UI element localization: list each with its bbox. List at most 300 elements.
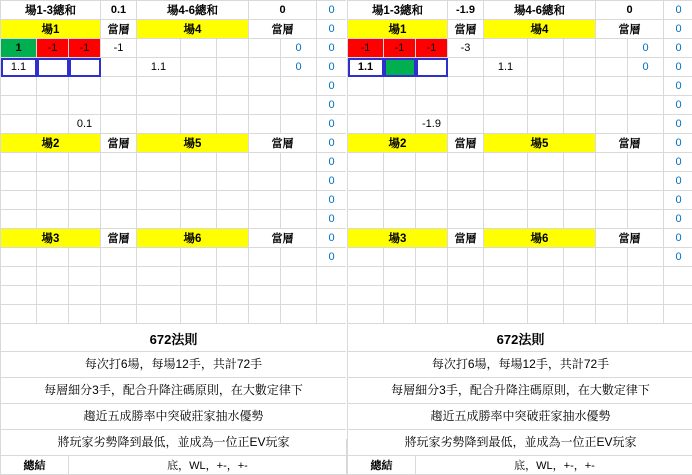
cell-odds-a[interactable]: 1.1 (348, 58, 384, 77)
c[interactable] (101, 153, 137, 172)
c[interactable] (137, 267, 181, 286)
c[interactable] (217, 115, 249, 134)
c[interactable] (249, 286, 281, 305)
c[interactable] (69, 153, 101, 172)
c[interactable] (384, 210, 416, 229)
c[interactable] (348, 305, 384, 324)
row-blank-7 (348, 248, 692, 267)
c[interactable] (528, 267, 564, 286)
c[interactable] (564, 77, 596, 96)
cell-odds-total[interactable]: 0 (628, 58, 664, 77)
c[interactable] (181, 115, 217, 134)
c[interactable] (384, 115, 416, 134)
c[interactable] (528, 153, 564, 172)
c[interactable] (101, 286, 137, 305)
c[interactable] (528, 77, 564, 96)
cell-zero-8[interactable]: 0 (317, 153, 347, 172)
c[interactable] (484, 172, 528, 191)
c[interactable] (217, 96, 249, 115)
c[interactable] (484, 286, 528, 305)
c[interactable] (416, 305, 448, 324)
row-blank-3 (348, 153, 692, 172)
cell-sum-4-6-value[interactable]: 0 (596, 1, 664, 20)
c[interactable] (217, 77, 249, 96)
c[interactable] (69, 248, 101, 267)
c[interactable] (69, 286, 101, 305)
cell-zero-7[interactable]: 0 (317, 134, 347, 153)
cell-bet-b3[interactable] (596, 39, 628, 58)
c[interactable] (281, 210, 317, 229)
c[interactable] (69, 172, 101, 191)
c[interactable] (448, 267, 484, 286)
c[interactable] (1, 172, 37, 191)
c[interactable] (484, 77, 528, 96)
c[interactable] (1, 96, 37, 115)
c[interactable] (348, 77, 384, 96)
c[interactable] (564, 153, 596, 172)
c[interactable] (137, 77, 181, 96)
c[interactable] (416, 248, 448, 267)
c[interactable] (1, 77, 37, 96)
panel-left (0, 0, 346, 439)
c[interactable] (348, 172, 384, 191)
cell-venue-3[interactable]: 場3 (1, 229, 101, 248)
cell-sum-1-3-value[interactable]: 0.1 (101, 1, 137, 20)
c[interactable] (181, 191, 217, 210)
c[interactable] (384, 153, 416, 172)
c[interactable] (484, 248, 528, 267)
c[interactable] (596, 115, 628, 134)
c[interactable] (564, 248, 596, 267)
cell-bet-b2[interactable] (564, 39, 596, 58)
cell-bet-b2[interactable] (217, 39, 249, 58)
c[interactable] (448, 77, 484, 96)
c[interactable] (448, 172, 484, 191)
cell-zero-10[interactable]: 0 (664, 191, 692, 210)
cell-zero-13[interactable]: 0 (317, 248, 347, 267)
cell-venue-2[interactable]: 場2 (348, 134, 448, 153)
cell-zero-4[interactable]: 0 (317, 77, 347, 96)
c[interactable] (37, 96, 69, 115)
c[interactable] (348, 153, 384, 172)
c[interactable] (528, 248, 564, 267)
c[interactable] (528, 210, 564, 229)
c[interactable] (416, 286, 448, 305)
c[interactable] (181, 153, 217, 172)
cell-venue-1[interactable]: 場1 (1, 20, 101, 39)
row-footer (348, 456, 692, 475)
c[interactable] (484, 96, 528, 115)
c[interactable] (181, 96, 217, 115)
c[interactable] (564, 191, 596, 210)
c[interactable] (628, 172, 664, 191)
cell-mid-sum[interactable]: -1.9 (416, 115, 448, 134)
c[interactable] (384, 77, 416, 96)
c[interactable] (101, 210, 137, 229)
cell-bet-b1[interactable] (181, 39, 217, 58)
c[interactable] (528, 305, 564, 324)
row-blank-10 (1, 305, 347, 324)
c[interactable] (249, 305, 281, 324)
c[interactable] (137, 96, 181, 115)
c[interactable] (664, 286, 692, 305)
c[interactable] (628, 267, 664, 286)
c[interactable] (101, 267, 137, 286)
grid-right (347, 0, 692, 475)
c[interactable] (628, 115, 664, 134)
c[interactable] (628, 248, 664, 267)
c[interactable] (596, 96, 628, 115)
cell-venue-4[interactable]: 場4 (137, 20, 249, 39)
c[interactable] (101, 96, 137, 115)
cell-blank-a[interactable] (484, 39, 528, 58)
c[interactable] (249, 267, 281, 286)
c[interactable] (181, 305, 217, 324)
c[interactable] (484, 191, 528, 210)
c[interactable] (181, 267, 217, 286)
c[interactable] (416, 153, 448, 172)
c[interactable] (217, 172, 249, 191)
c[interactable] (1, 153, 37, 172)
c[interactable] (249, 77, 281, 96)
c[interactable] (281, 172, 317, 191)
c[interactable] (384, 305, 416, 324)
c[interactable] (101, 305, 137, 324)
c[interactable] (249, 248, 281, 267)
c[interactable] (628, 77, 664, 96)
c[interactable] (217, 248, 249, 267)
c[interactable] (281, 153, 317, 172)
cell-bet-a2[interactable]: -1 (37, 39, 69, 58)
c[interactable] (564, 115, 596, 134)
c[interactable] (448, 248, 484, 267)
c[interactable] (181, 248, 217, 267)
c[interactable] (69, 267, 101, 286)
c[interactable] (416, 267, 448, 286)
c[interactable] (137, 172, 181, 191)
c[interactable] (348, 96, 384, 115)
c[interactable] (448, 286, 484, 305)
c[interactable] (628, 210, 664, 229)
c[interactable] (217, 191, 249, 210)
c[interactable] (249, 115, 281, 134)
row-blank-3 (1, 153, 347, 172)
c[interactable] (101, 115, 137, 134)
cell-layer-total-1[interactable]: -1 (101, 39, 137, 58)
c[interactable] (181, 77, 217, 96)
c[interactable] (596, 286, 628, 305)
c[interactable] (249, 96, 281, 115)
cell-layer-4: 當層 (249, 20, 317, 39)
cell-sum-1-3-label: 場1-3總和 (348, 1, 448, 20)
cell-blank-a[interactable] (137, 39, 181, 58)
c[interactable] (69, 191, 101, 210)
c[interactable] (664, 267, 692, 286)
cell-odds-a2[interactable] (384, 58, 416, 77)
cell-sum-4-6-value[interactable]: 0 (249, 1, 317, 20)
cell-zero-4[interactable]: 0 (664, 77, 692, 96)
c[interactable] (281, 115, 317, 134)
c[interactable] (217, 267, 249, 286)
c[interactable] (37, 305, 69, 324)
c[interactable] (484, 210, 528, 229)
c[interactable] (101, 191, 137, 210)
c[interactable] (596, 191, 628, 210)
c[interactable] (384, 248, 416, 267)
cell-zero-5[interactable]: 0 (317, 96, 347, 115)
c[interactable] (217, 286, 249, 305)
c[interactable] (416, 172, 448, 191)
c[interactable] (217, 210, 249, 229)
c[interactable] (484, 115, 528, 134)
c[interactable] (37, 267, 69, 286)
cell-zero-8[interactable]: 0 (664, 153, 692, 172)
c[interactable] (528, 96, 564, 115)
c[interactable] (596, 267, 628, 286)
cell-bet-a3[interactable]: -1 (416, 39, 448, 58)
c[interactable] (596, 210, 628, 229)
cell-venue-6[interactable]: 場6 (137, 229, 249, 248)
c[interactable] (37, 172, 69, 191)
cell-bet-a1[interactable]: -1 (348, 39, 384, 58)
c[interactable] (101, 172, 137, 191)
c[interactable] (448, 115, 484, 134)
c[interactable] (37, 286, 69, 305)
cell-zero-6[interactable]: 0 (664, 115, 692, 134)
cell-zero-12[interactable]: 0 (664, 229, 692, 248)
cell-venue-5[interactable]: 場5 (137, 134, 249, 153)
c[interactable] (69, 305, 101, 324)
c[interactable] (348, 267, 384, 286)
c[interactable] (1, 305, 37, 324)
c[interactable] (1, 210, 37, 229)
cell-odds-a3[interactable] (416, 58, 448, 77)
cell-odds-a[interactable]: 1.1 (1, 58, 37, 77)
c[interactable] (448, 305, 484, 324)
row-blank-8 (348, 267, 692, 286)
cell-odds-total[interactable]: 0 (281, 58, 317, 77)
cell-odds-blank[interactable] (448, 58, 484, 77)
c[interactable] (416, 210, 448, 229)
c[interactable] (281, 96, 317, 115)
c[interactable] (596, 77, 628, 96)
cell-zero-5[interactable]: 0 (664, 96, 692, 115)
cell-odds-a2[interactable] (37, 58, 69, 77)
cell-mid-sum[interactable]: 0.1 (69, 115, 101, 134)
c[interactable] (249, 210, 281, 229)
cell-odds-b3[interactable] (564, 58, 596, 77)
c[interactable] (448, 210, 484, 229)
cell-zero-3[interactable]: 0 (317, 58, 347, 77)
c[interactable] (416, 77, 448, 96)
c[interactable] (448, 96, 484, 115)
cell-zero-11[interactable]: 0 (317, 210, 347, 229)
c[interactable] (564, 305, 596, 324)
cell-layer-total-4[interactable]: 0 (281, 39, 317, 58)
cell-venue-5[interactable]: 場5 (484, 134, 596, 153)
c[interactable] (348, 191, 384, 210)
c[interactable] (564, 96, 596, 115)
c[interactable] (317, 286, 347, 305)
cell-odds-b2[interactable] (528, 58, 564, 77)
row-blank-6 (1, 210, 347, 229)
c[interactable] (1, 115, 37, 134)
c[interactable] (1, 248, 37, 267)
c[interactable] (528, 172, 564, 191)
c[interactable] (484, 267, 528, 286)
cell-zero-0[interactable]: 0 (317, 1, 347, 20)
cell-venue-4[interactable]: 場4 (484, 20, 596, 39)
c[interactable] (69, 77, 101, 96)
c[interactable] (181, 210, 217, 229)
c[interactable] (181, 172, 217, 191)
c[interactable] (137, 115, 181, 134)
rule-paragraph-4: 將玩家劣勢降到最低，並成為一位正EV玩家 (1, 430, 347, 456)
cell-zero-11[interactable]: 0 (664, 210, 692, 229)
c[interactable] (596, 172, 628, 191)
c[interactable] (137, 286, 181, 305)
cell-venue-6[interactable]: 場6 (484, 229, 596, 248)
c[interactable] (37, 248, 69, 267)
cell-odds-b[interactable]: 1.1 (137, 58, 181, 77)
c[interactable] (281, 191, 317, 210)
cell-zero-6[interactable]: 0 (317, 115, 347, 134)
c[interactable] (564, 286, 596, 305)
cell-zero-9[interactable]: 0 (664, 172, 692, 191)
c[interactable] (1, 286, 37, 305)
c[interactable] (249, 172, 281, 191)
cell-zero-0[interactable]: 0 (664, 1, 692, 20)
c[interactable] (281, 77, 317, 96)
c[interactable] (37, 191, 69, 210)
c[interactable] (249, 191, 281, 210)
c[interactable] (1, 267, 37, 286)
c[interactable] (217, 305, 249, 324)
cell-bet-b1[interactable] (528, 39, 564, 58)
c[interactable] (628, 96, 664, 115)
cell-zero-3[interactable]: 0 (664, 58, 692, 77)
cell-sum-1-3-value[interactable]: -1.9 (448, 1, 484, 20)
c[interactable] (137, 305, 181, 324)
c[interactable] (317, 267, 347, 286)
cell-zero-12[interactable]: 0 (317, 229, 347, 248)
cell-bet-a1[interactable]: 1 (1, 39, 37, 58)
cell-bet-b3[interactable] (249, 39, 281, 58)
cell-zero-1[interactable]: 0 (317, 20, 347, 39)
c[interactable] (416, 96, 448, 115)
cell-bet-a3[interactable]: -1 (69, 39, 101, 58)
c[interactable] (101, 77, 137, 96)
c[interactable] (484, 305, 528, 324)
cell-odds-a3[interactable] (69, 58, 101, 77)
cell-layer-3: 當層 (448, 229, 484, 248)
c[interactable] (484, 153, 528, 172)
c[interactable] (628, 286, 664, 305)
c[interactable] (596, 153, 628, 172)
c[interactable] (628, 305, 664, 324)
cell-zero-1[interactable]: 0 (664, 20, 692, 39)
c[interactable] (281, 286, 317, 305)
cell-venue-2[interactable]: 場2 (1, 134, 101, 153)
c[interactable] (628, 153, 664, 172)
cell-layer-total-4[interactable]: 0 (628, 39, 664, 58)
cell-zero-7[interactable]: 0 (664, 134, 692, 153)
c[interactable] (1, 191, 37, 210)
c[interactable] (596, 248, 628, 267)
cell-odds-b3[interactable] (217, 58, 249, 77)
c[interactable] (448, 191, 484, 210)
c[interactable] (137, 248, 181, 267)
c[interactable] (448, 153, 484, 172)
c[interactable] (217, 153, 249, 172)
cell-zero-13[interactable]: 0 (664, 248, 692, 267)
cell-zero-10[interactable]: 0 (317, 191, 347, 210)
cell-odds-b4[interactable] (596, 58, 628, 77)
c[interactable] (564, 210, 596, 229)
c[interactable] (317, 305, 347, 324)
cell-zero-2[interactable]: 0 (317, 39, 347, 58)
c[interactable] (137, 210, 181, 229)
c[interactable] (281, 248, 317, 267)
cell-odds-b4[interactable] (249, 58, 281, 77)
cell-bet-a2[interactable]: -1 (384, 39, 416, 58)
c[interactable] (528, 115, 564, 134)
c[interactable] (628, 191, 664, 210)
c[interactable] (37, 77, 69, 96)
c[interactable] (37, 115, 69, 134)
cell-odds-blank[interactable] (101, 58, 137, 77)
c[interactable] (596, 305, 628, 324)
cell-zero-2[interactable]: 0 (664, 39, 692, 58)
c[interactable] (384, 267, 416, 286)
c[interactable] (348, 115, 384, 134)
c[interactable] (137, 153, 181, 172)
c[interactable] (416, 191, 448, 210)
c[interactable] (664, 305, 692, 324)
cell-zero-9[interactable]: 0 (317, 172, 347, 191)
cell-layer-total-1[interactable]: -3 (448, 39, 484, 58)
c[interactable] (564, 267, 596, 286)
c[interactable] (348, 210, 384, 229)
c[interactable] (137, 191, 181, 210)
cell-odds-b2[interactable] (181, 58, 217, 77)
cell-odds-b[interactable]: 1.1 (484, 58, 528, 77)
c[interactable] (37, 153, 69, 172)
c[interactable] (69, 210, 101, 229)
c[interactable] (384, 191, 416, 210)
c[interactable] (384, 286, 416, 305)
c[interactable] (528, 286, 564, 305)
c[interactable] (281, 267, 317, 286)
c[interactable] (528, 191, 564, 210)
c[interactable] (384, 172, 416, 191)
row-blank-7 (1, 248, 347, 267)
c[interactable] (348, 286, 384, 305)
c[interactable] (101, 248, 137, 267)
c[interactable] (384, 96, 416, 115)
c[interactable] (281, 305, 317, 324)
c[interactable] (69, 96, 101, 115)
c[interactable] (348, 248, 384, 267)
c[interactable] (564, 172, 596, 191)
cell-venue-3[interactable]: 場3 (348, 229, 448, 248)
c[interactable] (181, 286, 217, 305)
c[interactable] (37, 210, 69, 229)
cell-layer-4: 當層 (596, 20, 664, 39)
row-blank-8 (1, 267, 347, 286)
c[interactable] (249, 153, 281, 172)
cell-venue-1[interactable]: 場1 (348, 20, 448, 39)
